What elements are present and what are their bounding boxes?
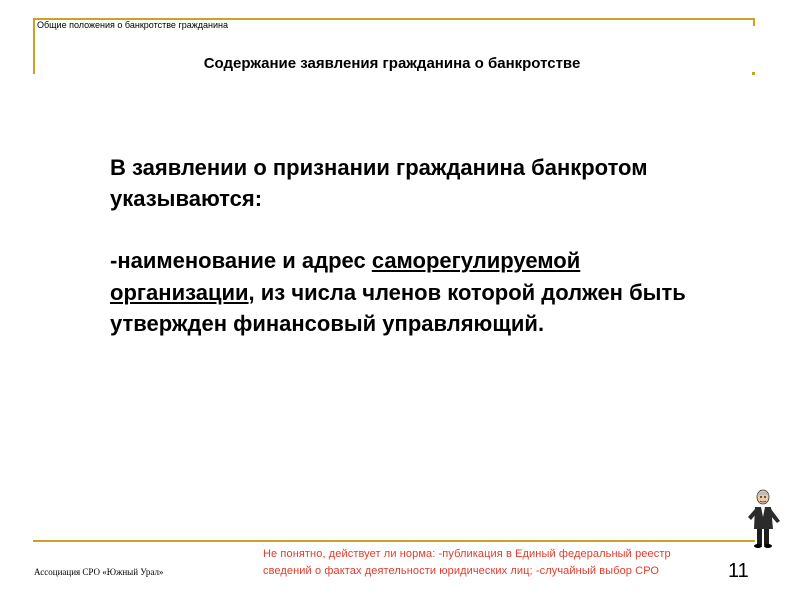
paragraph-gap: [110, 214, 730, 245]
item-prefix: -наименование и адрес: [110, 248, 372, 274]
footer-note-line-1: Не понятно, действует ли норма: -публикация в Единый федеральный реестр: [263, 548, 671, 560]
item-suffix: , из числа членов которой должен быть утвержден финансовый управляющий.: [110, 279, 686, 336]
footer-note: [263, 546, 743, 579]
page-number: 11: [728, 560, 749, 582]
frame-dot: [752, 72, 755, 75]
slide-title: Содержание заявления гражданина о банкротстве: [203, 55, 581, 72]
body-paragraph: В заявлении о признании гражданина банкротом указываются:: [110, 155, 648, 212]
frame-right-line: [753, 18, 755, 26]
footer-rule: [33, 540, 755, 542]
footer-organization: Ассоциация СРО «Южный Урал»: [34, 567, 164, 577]
sro-link[interactable]: саморегулируемой организации: [110, 248, 581, 305]
cartoon-man-icon: [748, 487, 782, 549]
body-list-item: [110, 245, 730, 339]
slide-body: [110, 152, 730, 339]
footer-note-line-2: сведений о фактах деятельности юридических лиц; -случайный выбор СРО: [263, 564, 660, 577]
section-caption: Общие положения о банкротстве гражданина: [37, 20, 228, 30]
